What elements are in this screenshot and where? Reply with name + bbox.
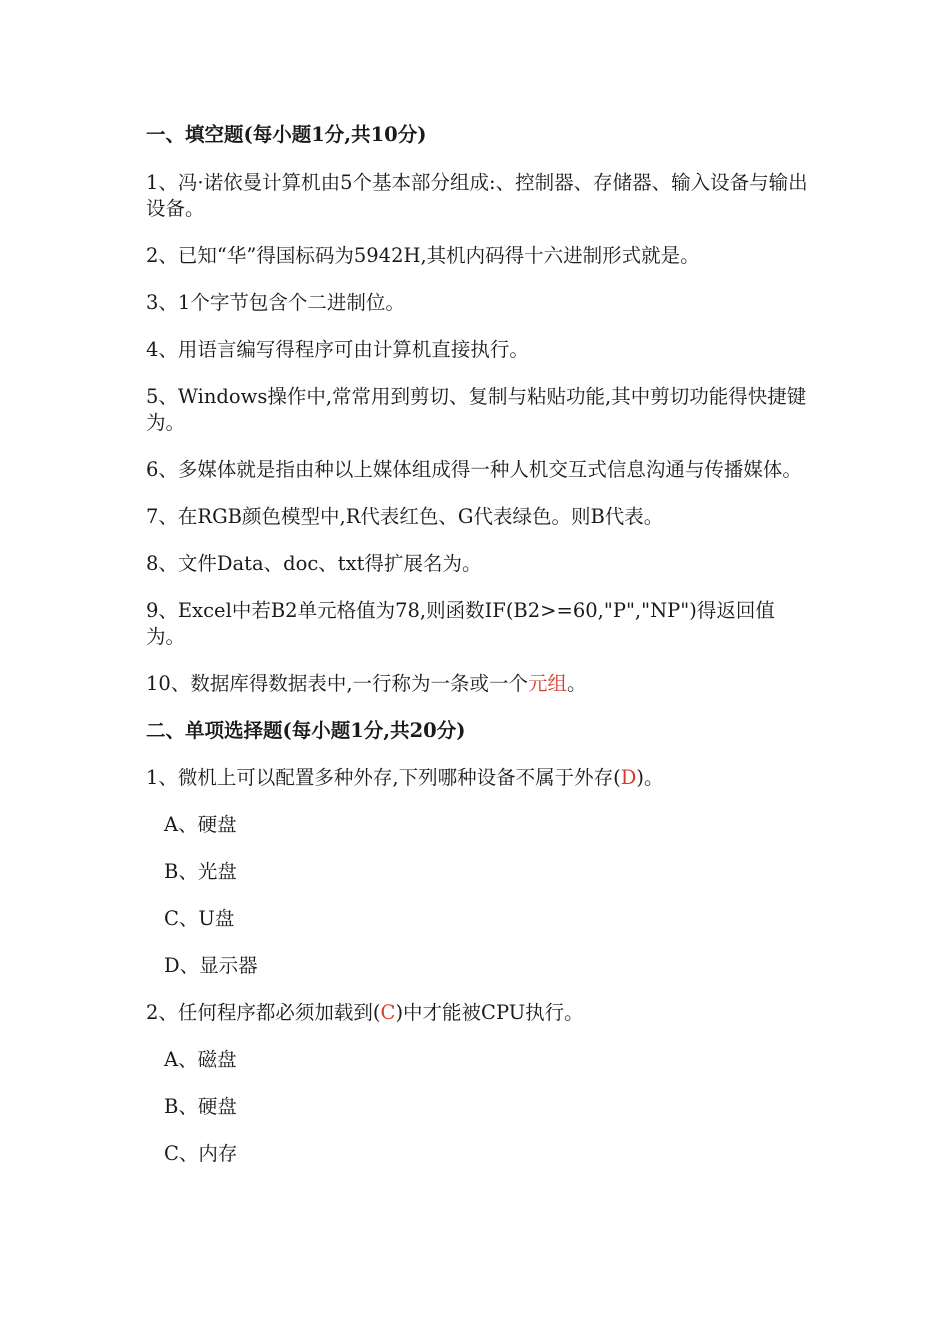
choice-option: A、磁盘: [164, 1048, 237, 1071]
fill-question-6: 6、多媒体就是指由种以上媒体组成得一种人机交互式信息沟通与传播媒体。: [146, 458, 802, 481]
question-text-end: )中才能被CPU执行。: [395, 1001, 584, 1024]
fill-question-2: 2、已知“华”得国标码为5942H,其机内码得十六进制形式就是。: [146, 244, 700, 267]
section-2-title: 二、单项选择题(每小题1分,共20分): [146, 719, 466, 742]
document-page: [146, 122, 811, 1167]
choice-question-2: [146, 1000, 811, 1026]
fill-question-8: 8、文件Data、doc、txt得扩展名为。: [146, 552, 482, 575]
choice-question-1: [146, 765, 811, 791]
fill-question-3: 3、1个字节包含个二进制位。: [146, 291, 405, 314]
fill-question-4: 4、用语言编写得程序可由计算机直接执行。: [146, 338, 529, 361]
choice-option: C、内存: [164, 1142, 238, 1165]
fill-question-10: [146, 671, 811, 697]
choice-option: A、硬盘: [164, 813, 237, 836]
question-text: 1、微机上可以配置多种外存,下列哪种设备不属于外存(: [146, 766, 621, 789]
fill-question-7: 7、在RGB颜色模型中,R代表红色、G代表绿色。则B代表。: [146, 505, 664, 528]
choice-option: C、U盘: [164, 907, 235, 930]
choice-option: B、硬盘: [164, 1095, 237, 1118]
question-text-end: 。: [567, 672, 587, 695]
answer-text: 元组: [528, 672, 568, 695]
fill-question-1: 1、冯·诺依曼计算机由5个基本部分组成:、控制器、存储器、输入设备与输出设备。: [146, 171, 808, 220]
answer-text: C: [380, 1001, 396, 1024]
question-text-end: )。: [636, 766, 664, 789]
fill-question-5: 5、Windows操作中,常常用到剪切、复制与粘贴功能,其中剪切功能得快捷键为。: [146, 385, 807, 434]
answer-text: D: [620, 766, 637, 789]
section-1-title: 一、填空题(每小题1分,共10分): [146, 123, 427, 146]
choice-option: D、显示器: [164, 954, 258, 977]
question-text: 10、数据库得数据表中,一行称为一条或一个: [146, 672, 529, 695]
question-text: 2、任何程序都必须加载到(: [146, 1001, 381, 1024]
fill-question-9: 9、Excel中若B2单元格值为78,则函数IF(B2>=60,"P","NP")得返回值为。: [146, 599, 775, 648]
choice-option: B、光盘: [164, 860, 237, 883]
